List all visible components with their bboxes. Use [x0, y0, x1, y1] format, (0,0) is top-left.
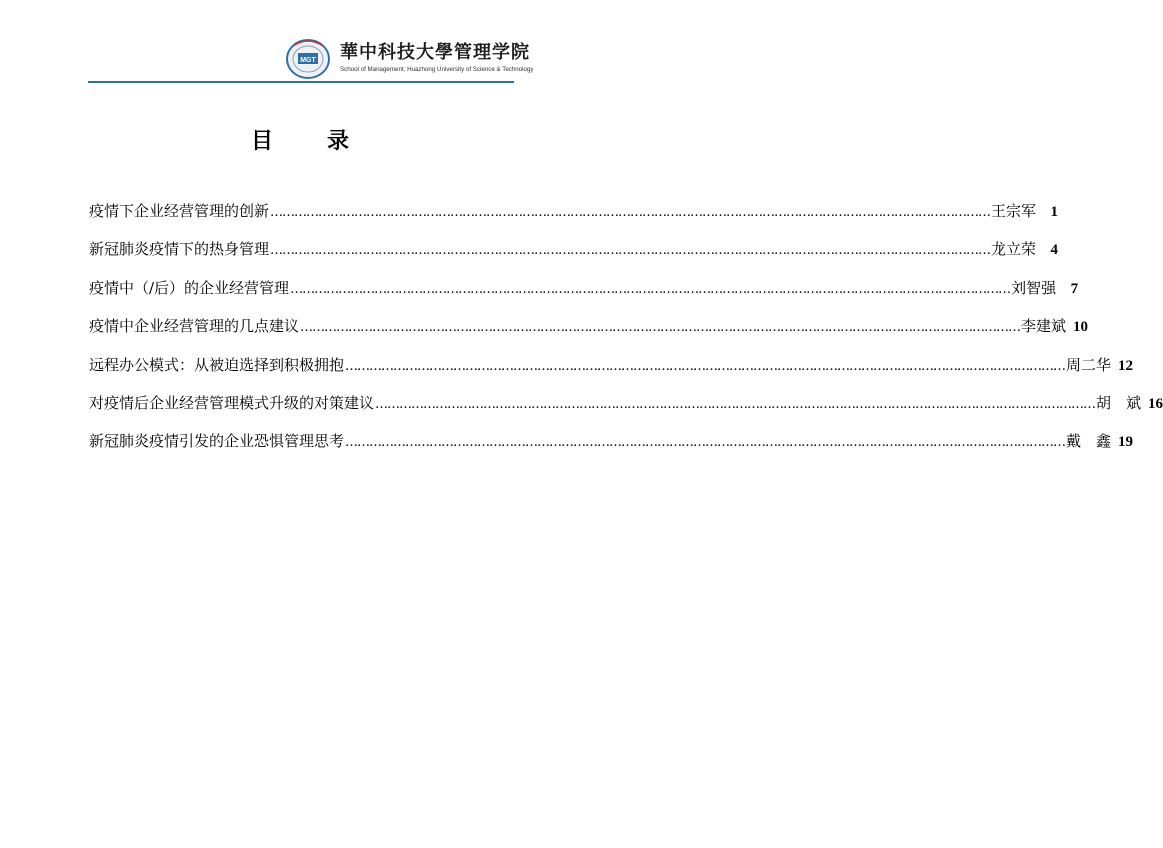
toc-entry[interactable] [89, 430, 1134, 468]
toc-entry-title: 疫情中（/后）的企业经营管理 [89, 278, 290, 297]
brand-name-en: School of Management, Huazhong University of Science & Technology [340, 66, 534, 73]
logo-text: MGT [300, 57, 316, 64]
toc-entry[interactable] [89, 200, 1059, 238]
toc-entry-title: 远程办公模式：从被迫选择到积极拥抱 [89, 355, 345, 374]
toc-dot-leader: ……………………………………………………………………………………………………………………………………………………………… [345, 358, 1066, 374]
brand-block [340, 42, 534, 75]
toc-entry-page: 10 [1073, 319, 1089, 336]
page-header [0, 0, 600, 90]
page-title: 目 录 [250, 128, 365, 154]
toc-entry-title: 新冠肺炎疫情引发的企业恐惧管理思考 [89, 432, 345, 451]
header-divider [88, 81, 514, 83]
toc-entry[interactable] [89, 315, 1089, 353]
toc-entry-page: 19 [1118, 434, 1134, 451]
toc-dot-leader: ……………………………………………………………………………………………………………………………………………………………… [270, 205, 991, 220]
toc-dot-leader: ……………………………………………………………………………………………………………………………………………………………… [270, 243, 991, 259]
toc-entry-author: 胡 斌 [1096, 393, 1142, 412]
toc-dot-leader: ……………………………………………………………………………………………………………………………………………………………… [300, 320, 1021, 336]
toc-entry-page: 12 [1118, 357, 1134, 374]
toc-entry-author: 龙立荣 [991, 240, 1037, 259]
toc-entry-page: 4 [1050, 242, 1059, 259]
toc-entry-title: 疫情中企业经营管理的几点建议 [89, 317, 300, 336]
toc-entry-title: 新冠肺炎疫情下的热身管理 [89, 240, 270, 259]
toc-entry-author: 王宗军 [991, 202, 1037, 220]
school-logo-icon [285, 38, 331, 80]
toc-entry-title: 对疫情后企业经营管理模式升级的对策建议 [89, 393, 375, 412]
toc-entry-page: 7 [1070, 280, 1079, 297]
brand-name-cn: 華中科技大學管理学院 [340, 42, 530, 63]
toc-entry[interactable] [89, 238, 1059, 276]
toc-entry-title: 疫情下企业经营管理的创新 [89, 202, 270, 220]
toc-entry[interactable] [89, 277, 1079, 315]
toc-entry-author: 戴 鑫 [1066, 432, 1112, 451]
toc-entry[interactable] [89, 354, 1134, 392]
toc-entry-author: 李建斌 [1021, 317, 1067, 336]
toc-entry-author: 刘智强 [1011, 278, 1057, 297]
toc-dot-leader: ……………………………………………………………………………………………………………………………………………………………… [375, 396, 1096, 412]
toc-entry-author: 周二华 [1066, 355, 1112, 374]
toc-dot-leader: ……………………………………………………………………………………………………………………………………………………………… [290, 281, 1011, 297]
toc-dot-leader: ……………………………………………………………………………………………………………………………………………………………… [345, 435, 1066, 451]
toc-entry[interactable] [89, 392, 1163, 430]
table-of-contents [89, 200, 1163, 469]
toc-entry-page: 1 [1050, 204, 1059, 220]
toc-entry-page: 16 [1148, 395, 1163, 412]
